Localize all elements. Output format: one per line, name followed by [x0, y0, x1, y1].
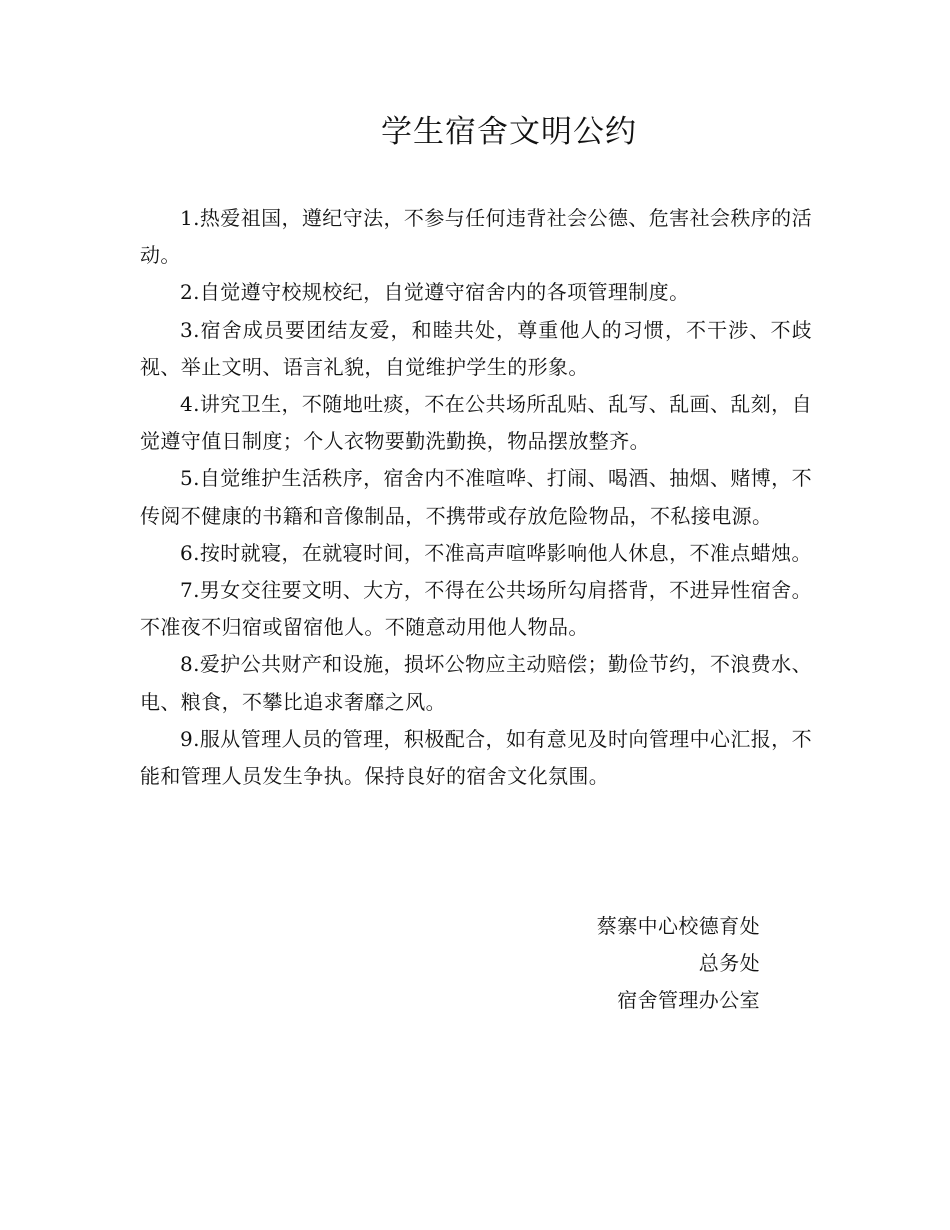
page-title: 学生宿舍文明公约	[381, 114, 637, 150]
rule-paragraph-1: 1.热爱祖国，遵纪守法，不参与任何违背社会公德、危害社会秩序的活动。	[140, 206, 812, 268]
rule-paragraph-7: 7.男女交往要文明、大方，不得在公共场所勾肩搭背，不进异性宿舍。不准夜不归宿或留宿他人。不随意动用他人物品。	[140, 578, 812, 640]
rules-body	[140, 200, 812, 795]
rule-paragraph-4: 4.讲究卫生，不随地吐痰，不在公共场所乱贴、乱写、乱画、乱刻，自觉遵守值日制度；个人衣物要勤洗勤换，物品摆放整齐。	[140, 392, 812, 454]
rule-paragraph-5: 5.自觉维护生活秩序，宿舍内不准喧哗、打闹、喝酒、抽烟、赌博，不传阅不健康的书籍和音像制品，不携带或存放危险物品，不私接电源。	[140, 466, 812, 528]
rule-paragraph-9: 9.服从管理人员的管理，积极配合，如有意见及时向管理中心汇报，不能和管理人员发生争执。保持良好的宿舍文化氛围。	[140, 726, 812, 789]
signature-block	[597, 908, 760, 1019]
rule-paragraph-6: 6.按时就寝，在就寝时间，不准高声喧哗影响他人休息，不准点蜡烛。	[180, 540, 812, 565]
signature-general-affairs-office: 总务处	[698, 951, 760, 975]
rule-paragraph-2: 2.自觉遵守校规校纪，自觉遵守宿舍内的各项管理制度。	[180, 280, 690, 305]
rule-paragraph-3: 3.宿舍成员要团结友爱，和睦共处，尊重他人的习惯，不干涉、不歧视、举止文明、语言礼貌，自觉维护学生的形象。	[140, 317, 812, 379]
rule-paragraph-8: 8.爱护公共财产和设施，损坏公物应主动赔偿；勤俭节约，不浪费水、电、粮食，不攀比追求奢靡之风。	[140, 652, 812, 714]
signature-moral-education-office: 蔡寨中心校德育处	[596, 914, 760, 938]
signature-dormitory-management-office: 宿舍管理办公室	[617, 988, 760, 1012]
